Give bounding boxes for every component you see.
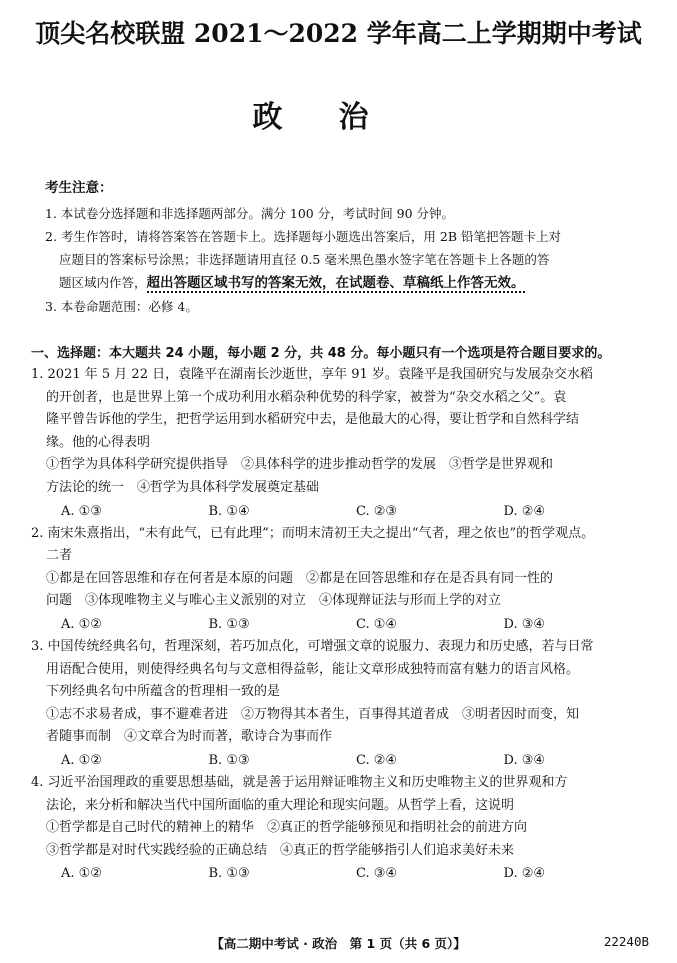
question-option-line: ①都是在回答思维和存在何者是本原的问题 ②都是在回答思维和存在是否具有同一性的 (46, 570, 554, 586)
choice-a: A. ①③ (61, 503, 102, 519)
question-option-line: ③哲学都是对时代实践经验的正确总结 ④真正的哲学能够指引人们追求美好未来 (46, 842, 515, 858)
notice-item-2-line-1: 2. 考生作答时，请将答案答在答题卡上。选择题每小题选出答案后，用 2B 铅笔把答题卡上对 (45, 229, 561, 244)
choice-d: D. ②④ (503, 503, 546, 519)
choice-b: B. ①④ (208, 503, 250, 519)
choice-a: A. ①② (61, 866, 102, 882)
question-line: 1. 2021 年 5 月 22 日，袁隆平在湖南长沙逝世，享年 91 岁。袁隆平是我国研究与发展杂交水稻 (31, 367, 593, 382)
notice-emphasis: 超出答题区域书写的答案无效，在试题卷、草稿纸上作答无效。 (146, 275, 525, 291)
choice-c: C. ③④ (356, 866, 398, 882)
question-4 (31, 772, 651, 885)
footer-code: 22240B (603, 934, 649, 949)
question-option-line: ①哲学都是自己时代的精神上的精华 ②真正的哲学能够预见和指明社会的前进方向 (46, 820, 528, 836)
question-option-line: ①哲学为具体科学研究提供指导 ②具体科学的进步推动哲学的发展 ③哲学是世界观和 (46, 457, 554, 473)
answer-choices (31, 500, 651, 523)
question-line: 法论，来分析和解决当代中国所面临的重大理论和现实问题。从哲学上看，这说明 (46, 797, 515, 813)
question-line: 隆平曾告诉他的学生，把哲学运用到水稻研究中去，是他最大的心得，要让哲学和自然科学结 (46, 412, 580, 428)
question-line: 缘。他的心得表明 (46, 434, 151, 450)
choice-b: B. ①③ (208, 866, 250, 882)
question-line: 2. 南宋朱熹指出，“未有此气，已有此理”；而明末清初王夫之提出“气者，理之依也”的哲学观点。 (31, 525, 595, 541)
notice-block (45, 176, 655, 318)
notice-item-3: 3. 本卷命题范围：必修 4。 (45, 299, 198, 314)
choice-c: C. ②④ (356, 752, 398, 768)
answer-choices (31, 862, 651, 885)
question-option-line: 方法论的统一 ④哲学为具体科学发展奠定基础 (46, 479, 320, 495)
choice-d: D. ③④ (503, 752, 546, 768)
choice-b: B. ①③ (208, 752, 250, 768)
question-line: 用语配合使用，则使得经典名句与文意相得益彰，能让文章形成独特而富有魅力的语言风格。 (46, 661, 580, 677)
subject-title: 政治 (252, 100, 425, 135)
choice-c: C. ①④ (356, 616, 398, 632)
question-line: 3. 中国传统经典名句，哲理深刻，若巧加点化，可增强文章的说服力、表现力和历史感，若与日常 (31, 638, 594, 654)
question-line: 的开创者，也是世界上第一个成功利用水稻杂种优势的科学家，被誉为“杂交水稻之父”。袁 (46, 389, 567, 405)
choice-a: A. ①② (61, 752, 102, 768)
section-heading: 一、选择题：本大题共 24 小题，每小题 2 分，共 48 分。每小题只有一个选项是符合题目要求的。 (31, 346, 611, 361)
choice-a: A. ①② (61, 616, 102, 632)
question-option-line: 问题 ③体现唯物主义与唯心主义派别的对立 ④体现辩证法与形而上学的对立 (46, 593, 502, 609)
answer-choices (31, 749, 651, 772)
question-2 (31, 523, 651, 636)
choice-d: D. ②④ (503, 866, 546, 882)
question-list (31, 364, 651, 885)
choice-d: D. ③④ (503, 616, 546, 632)
notice-item-2-line-2: 应题目的答案标号涂黑；非选择题请用直径 0.5 毫米黑色墨水签字笔在答题卡上各题的答 (59, 252, 550, 267)
choice-c: C. ②③ (356, 503, 398, 519)
choice-b: B. ①③ (208, 616, 250, 632)
question-1 (31, 364, 651, 523)
notice-item-1: 1. 本试卷分选择题和非选择题两部分。满分 100 分，考试时间 90 分钟。 (45, 206, 455, 221)
question-line: 下列经典名句中所蕴含的哲理相一致的是 (46, 684, 281, 700)
question-3 (31, 636, 651, 772)
notice-item-2-line-3-text: 题区域内作答， (59, 275, 147, 290)
exam-title: 顶尖名校联盟 2021～2022 学年高二上学期期中考试 (35, 19, 642, 48)
question-line: 4. 习近平治国理政的重要思想基础，就是善于运用辩证唯物主义和历史唯物主义的世界观和方 (31, 774, 568, 790)
notice-title: 考生注意： (45, 180, 113, 196)
footer-page-info: 【高二期中考试 · 政治 第 1 页（共 6 页）】 (211, 936, 466, 951)
question-line: 二者 (46, 548, 73, 564)
answer-choices (31, 613, 651, 636)
question-option-line: ①志不求易者成，事不避难者进 ②万物得其本者生，百事得其道者成 ③明者因时而变，知 (46, 706, 580, 722)
question-option-line: 者随事而制 ④文章合为时而著，歌诗合为事而作 (46, 729, 333, 745)
notice-item-2-line-3 (45, 271, 655, 295)
